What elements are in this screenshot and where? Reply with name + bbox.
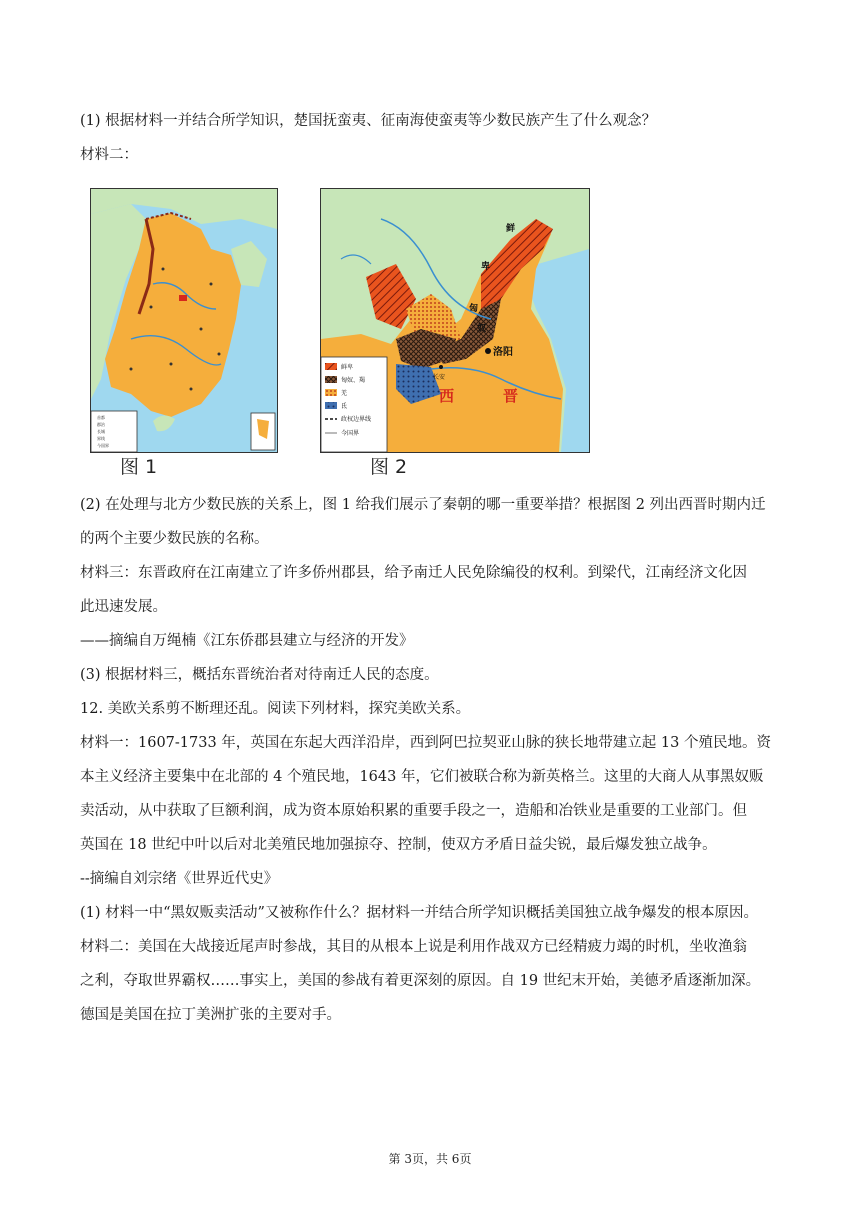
map-place-label: 奴: [477, 324, 487, 334]
map-place-label: 长安: [433, 374, 446, 381]
page-footer: 第 3页，共 6页: [388, 1152, 472, 1166]
map-place-label: 洛阳: [493, 347, 513, 358]
map-place-label: 卑: [481, 262, 491, 272]
q12-material-2-line-1: 材料二：美国在大战接近尾声时参战，其目的从根本上说是利用作战双方已经精疲力竭的时机，坐收渔翁: [80, 939, 747, 955]
fig1-legend-item: 郡治: [97, 422, 105, 427]
q12-material-2-line-2: 之利，夺取世界霸权……事实上，美国的参战有着更深刻的原因。自 19 世纪末开始，美德矛盾逐渐加深。: [80, 973, 761, 989]
question-2-line-1: (2) 在处理与北方少数民族的关系上，图 1 给我们展示了秦朝的哪一重要举措？根据图 2 列出西晋时期内迁: [80, 497, 766, 513]
q12-material-1-line-3: 卖活动，从中获取了巨额利润，成为资本原始积累的重要手段之一，造船和冶铁业是重要的工业部门。但: [80, 803, 747, 819]
fig2-legend-item: 氐: [341, 403, 348, 410]
fig1-legend-item: 今国界: [97, 443, 109, 448]
material-3-line-1: 材料三：东晋政府在江南建立了许多侨州郡县，给予南迁人民免除编役的权利。到梁代，江南经济文化因: [80, 565, 747, 581]
question-1: (1) 根据材料一并结合所学知识，楚国抚蛮夷、征南海使蛮夷等少数民族产生了什么观念？: [80, 113, 657, 129]
figure-1-label: 图 1: [120, 456, 158, 478]
q12-material-1-line-1: 材料一：1607-1733 年，英国在东起大西洋沿岸，西到阿巴拉契亚山脉的狭长地带建立起 13 个殖民地。资: [80, 735, 771, 751]
figure-2-label: 图 2: [370, 456, 408, 478]
luoyang-marker: [485, 348, 491, 354]
question-3: (3) 根据材料三，概括东晋统治者对待南迁人民的态度。: [80, 667, 439, 683]
fig2-legend-item: 匈奴、羯: [341, 377, 366, 384]
material-3-line-2: 此迅速发展。: [80, 599, 167, 615]
fig2-legend-item: 羌: [341, 390, 348, 397]
fig1-legend-item: 界线: [97, 436, 105, 441]
map-place-label: 西: [439, 387, 455, 405]
figure-1-map: [90, 188, 278, 453]
fig2-legend-item: 鲜卑: [341, 364, 354, 371]
q12-question-1: (1) 材料一中“黑奴贩卖活动”又被称作什么？据材料一并结合所学知识概括美国独立战争爆发的根本原因。: [80, 905, 758, 921]
material-2-heading: 材料二：: [80, 147, 138, 163]
material-3-source: ——摘编自万绳楠《江东侨郡县建立与经济的开发》: [80, 633, 414, 649]
map-place-label: 鲜: [506, 224, 516, 234]
fig2-legend-item: 政权边界线: [341, 416, 372, 423]
q12-material-1-line-2: 本主义经济主要集中在北部的 4 个殖民地，1643 年，它们被联合称为新英格兰。这里的大商人从事黑奴贩: [80, 769, 764, 785]
changan-marker: [439, 365, 443, 369]
q12-material-1-line-4: 英国在 18 世纪中叶以后对北美殖民地加强掠夺、控制，使双方矛盾日益尖锐，最后爆发独立战争。: [80, 837, 717, 853]
fig1-legend-item: 长城: [97, 429, 105, 434]
fig1-legend-item: 首都: [97, 415, 105, 420]
question-12-heading: 12. 美欧关系剪不断理还乱。阅读下列材料，探究美欧关系。: [80, 701, 471, 717]
map-place-label: 匈: [469, 304, 479, 314]
map-place-label: 晋: [503, 387, 519, 405]
figure-2-map: [320, 188, 590, 453]
question-2-line-2: 的两个主要少数民族的名称。: [80, 531, 269, 547]
fig2-legend-item: 今国界: [341, 430, 360, 437]
q12-material-1-source: --摘编自刘宗绪《世界近代史》: [80, 871, 279, 887]
q12-material-2-line-3: 德国是美国在拉丁美洲扩张的主要对手。: [80, 1007, 341, 1023]
capital-marker: [179, 295, 187, 301]
